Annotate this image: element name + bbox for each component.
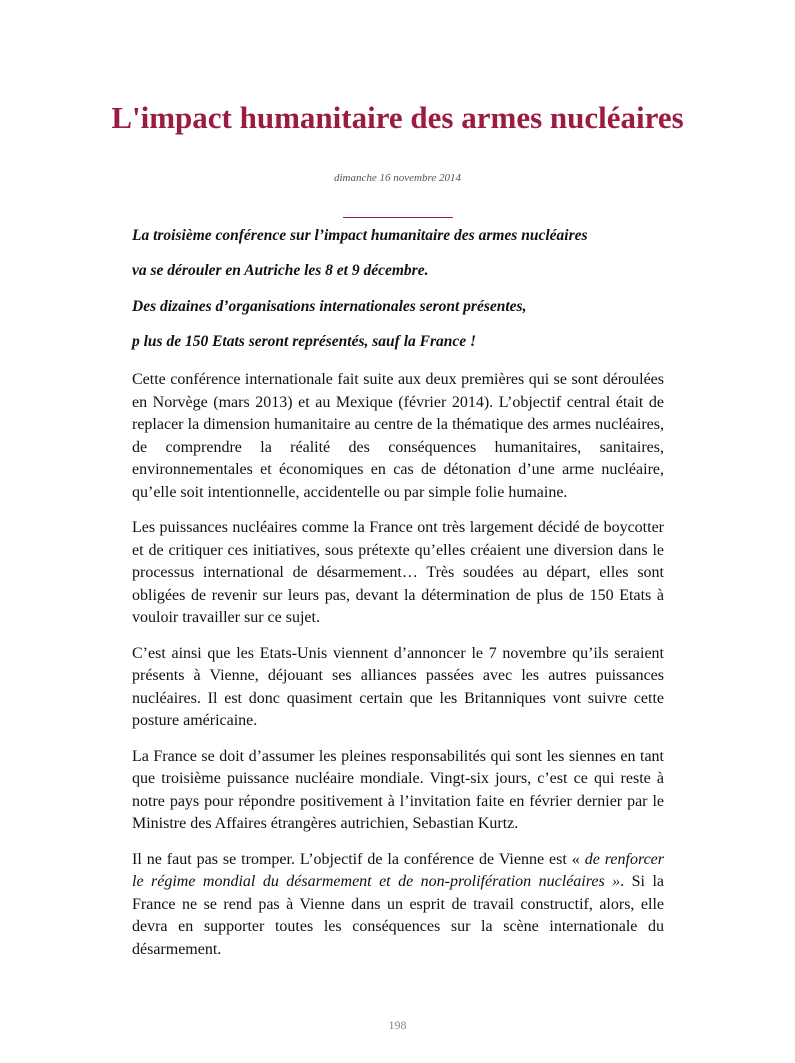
lead-line: Des dizaines d’organisations internationales seront présentes, (132, 298, 527, 315)
lead-line: p lus de 150 Etats seront représentés, sauf la France ! (132, 333, 477, 350)
quote: de renforcer le régime mondial du désarmement et de non-prolifération nucléaires » (132, 850, 665, 890)
lead-line: va se dérouler en Autriche les 8 et 9 décembre. (132, 262, 429, 279)
paragraph-text: . Si la France ne se rend pas à Vienne dans un esprit de travail constructif, alors, elle devra en supporter toutes les conséquences sur la scène internationale du désarmement. (132, 873, 664, 958)
page-number: 198 (388, 1018, 407, 1032)
lead-line: La troisième conférence sur l’impact humanitaire des armes nucléaires (132, 227, 588, 244)
paragraph (132, 849, 664, 962)
page-title: L'impact humanitaire des armes nucléaires (111, 100, 684, 135)
divider (343, 217, 453, 218)
paragraph: La France se doit d’assumer les pleines responsabilités qui sont les siennes en tant que troisième puissance nucléaire mondiale. Vingt-six jours, c’est ce qui reste à notre pays pour répondre positivement à l’invitation faite en février dernier par le Ministre des Affaires étrangères autrichien, Sebastian Kurtz. (132, 747, 664, 832)
paragraph: Les puissances nucléaires comme la France ont très largement décidé de boycotter et de critiquer ces initiatives, sous prétexte qu’elles créaient une diversion dans le processus international de désarmement… Très soudées au départ, elles sont obligées de revenir sur leurs pas, devant la détermination de plus de 150 Etats à vouloir travailler sur ce sujet. (132, 519, 664, 626)
paragraph-text: Il ne faut pas se tromper. L’objectif de la conférence de Vienne est « (132, 850, 585, 868)
publication-date: dimanche 16 novembre 2014 (334, 172, 461, 184)
paragraph: Cette conférence internationale fait suite aux deux premières qui se sont déroulées en Norvège (mars 2013) et au Mexique (février 2014). L’objectif central était de replacer la dimension humanitaire au centre de la thématique des armes nucléaires, de comprendre la réalité des conséquences humanitaires, sanitaires, environnementales et économiques en cas de détonation d’une arme nucléaire, qu’elle soit intentionnelle, accidentelle ou par simple folie humaine. (132, 371, 664, 501)
paragraph: C’est ainsi que les Etats-Unis viennent d’annoncer le 7 novembre qu’ils seraient présents à Vienne, déjouant ses alliances passées avec les autres puissances nucléaires. Il est donc quasiment certain que les Britanniques vont suivre cette posture américaine. (132, 644, 664, 729)
article-body (132, 369, 664, 974)
